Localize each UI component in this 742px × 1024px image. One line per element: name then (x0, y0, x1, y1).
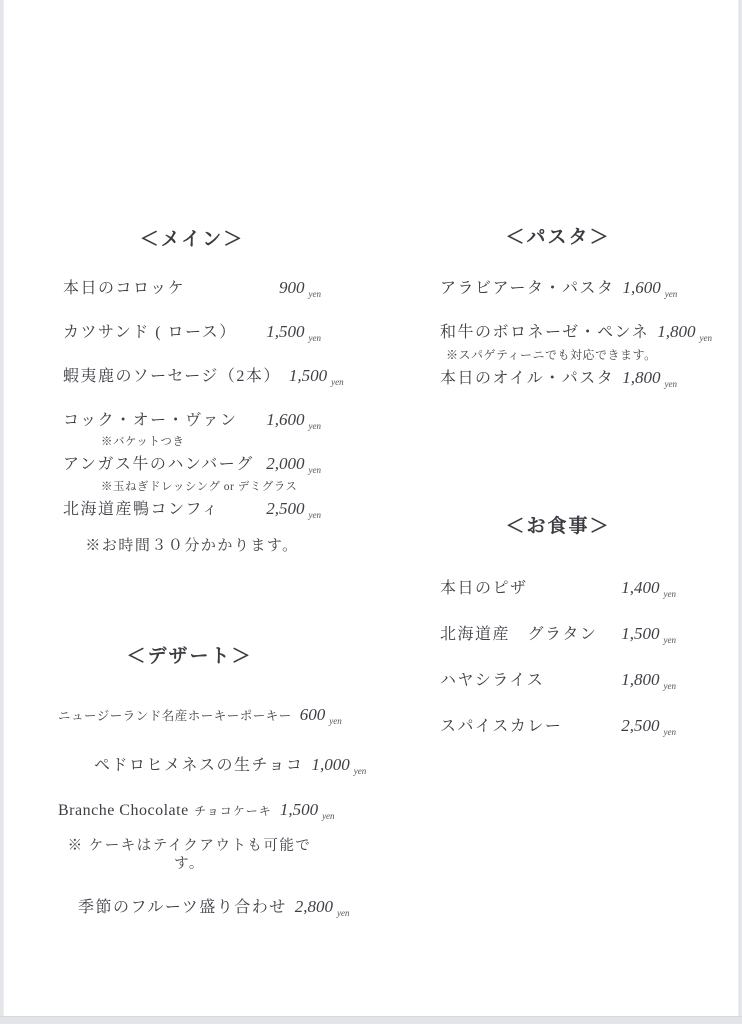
item-name-suffix: チョコケーキ (194, 804, 272, 818)
price-value: 1,500 (621, 624, 660, 643)
item-price (280, 800, 335, 822)
currency-label: yen (664, 379, 677, 389)
price-value: 1,800 (657, 322, 696, 341)
currency-label: yen (663, 727, 676, 737)
item-name: スパイスカレー (440, 718, 563, 735)
section-footnote: ※ ケーキはテイクアウトも可能です。 (67, 838, 312, 872)
item-name: ニュージーランド名産ホーキーポーキー (58, 709, 292, 723)
item-name-latin: Branche Chocolate (58, 802, 189, 819)
item-price (266, 322, 321, 344)
price-value: 2,000 (266, 454, 305, 473)
menu-item (440, 578, 676, 600)
price-value: 2,500 (621, 716, 660, 735)
item-price (621, 670, 676, 692)
price-value: 1,600 (622, 278, 661, 297)
currency-label: yen (699, 333, 712, 343)
price-value: 2,500 (266, 499, 305, 518)
currency-label: yen (308, 510, 321, 520)
section-main (63, 228, 344, 555)
item-name: コック・オー・ヴァン (63, 412, 238, 429)
section-pasta (440, 226, 712, 390)
item-price (621, 578, 676, 600)
item-price (266, 499, 321, 521)
item-price (279, 278, 321, 300)
currency-label: yen (331, 377, 344, 387)
currency-label: yen (308, 465, 321, 475)
section-meal (440, 515, 676, 738)
menu-item (63, 366, 344, 388)
item-name: ペドロヒメネスの生チョコ (94, 757, 304, 774)
item-name: 季節のフルーツ盛り合わせ (78, 899, 287, 916)
section-title-main: ＜メイン＞ (139, 229, 245, 250)
currency-label: yen (353, 766, 367, 776)
menu-item (63, 278, 321, 300)
page-edge-left (0, 0, 4, 1017)
menu-item (440, 670, 676, 692)
currency-label: yen (308, 289, 321, 299)
item-price (623, 278, 678, 300)
item-note: ※スパゲティーニでも対応できます。 (446, 348, 657, 362)
menu-item (58, 897, 350, 919)
item-price (295, 897, 350, 919)
item-price (266, 410, 321, 432)
page-edge-right (738, 0, 742, 1017)
currency-label: yen (308, 333, 321, 343)
price-value: 1,800 (622, 368, 661, 387)
page-edge-bottom (0, 1016, 742, 1024)
section-title-dessert: ＜デザート＞ (126, 646, 253, 667)
item-note: ※バケットつき (101, 436, 185, 448)
item-price (657, 322, 712, 344)
currency-label: yen (663, 635, 676, 645)
item-name: アラビアータ・パスタ (440, 280, 615, 297)
menu-item (63, 499, 321, 521)
item-price (289, 366, 344, 388)
price-value: 1,500 (279, 800, 319, 819)
item-price (300, 705, 342, 727)
item-name: カツサンド ( ロース） (63, 324, 237, 341)
item-name: 蝦夷鹿のソーセージ（2本） (63, 368, 281, 385)
item-price (621, 716, 676, 738)
price-value: 900 (279, 278, 305, 297)
item-name: 本日のコロッケ (63, 280, 186, 297)
section-title-pasta: ＜パスタ＞ (505, 227, 611, 248)
menu-item (58, 755, 367, 777)
price-value: 1,500 (288, 366, 328, 385)
currency-label: yen (663, 681, 676, 691)
currency-label: yen (664, 289, 678, 299)
item-name: ハヤシライス (440, 672, 545, 689)
menu-item (63, 454, 321, 476)
currency-label: yen (322, 811, 335, 821)
currency-label: yen (308, 421, 321, 431)
item-name (58, 801, 272, 821)
menu-item (440, 368, 676, 390)
item-price (312, 755, 367, 777)
item-name: アンガス牛のハンバーグ (63, 456, 254, 473)
item-name: 北海道産鴨コンフィ (63, 501, 220, 518)
price-value: 1,400 (621, 578, 660, 597)
menu-item (440, 716, 676, 738)
section-footnote: ※お時間３０分かかります。 (85, 538, 299, 554)
menu-item (63, 322, 321, 344)
item-price (621, 624, 676, 646)
item-note: ※玉ねぎドレッシング or デミグラス (101, 481, 298, 493)
price-value: 600 (299, 705, 326, 724)
currency-label: yen (329, 716, 342, 726)
price-value: 1,000 (311, 755, 350, 774)
price-value: 1,600 (266, 410, 305, 429)
currency-label: yen (663, 589, 676, 599)
menu-item (58, 705, 342, 727)
currency-label: yen (336, 908, 350, 918)
section-dessert (58, 645, 367, 919)
price-value: 2,800 (294, 897, 333, 916)
menu-item (58, 800, 335, 822)
menu-item (63, 410, 321, 432)
menu-item (440, 278, 676, 300)
item-price (622, 368, 677, 390)
menu-item (440, 624, 676, 646)
item-name: 北海道産 グラタン (440, 626, 598, 643)
item-name: 本日のオイル・パスタ (440, 370, 615, 387)
menu-item (440, 322, 712, 344)
price-value: 1,800 (621, 670, 660, 689)
price-value: 1,500 (266, 322, 305, 341)
item-price (266, 454, 321, 476)
section-title-meal: ＜お食事＞ (505, 516, 611, 537)
item-name: 本日のピザ (440, 580, 528, 597)
item-name: 和牛のボロネーゼ・ペンネ (440, 324, 650, 341)
